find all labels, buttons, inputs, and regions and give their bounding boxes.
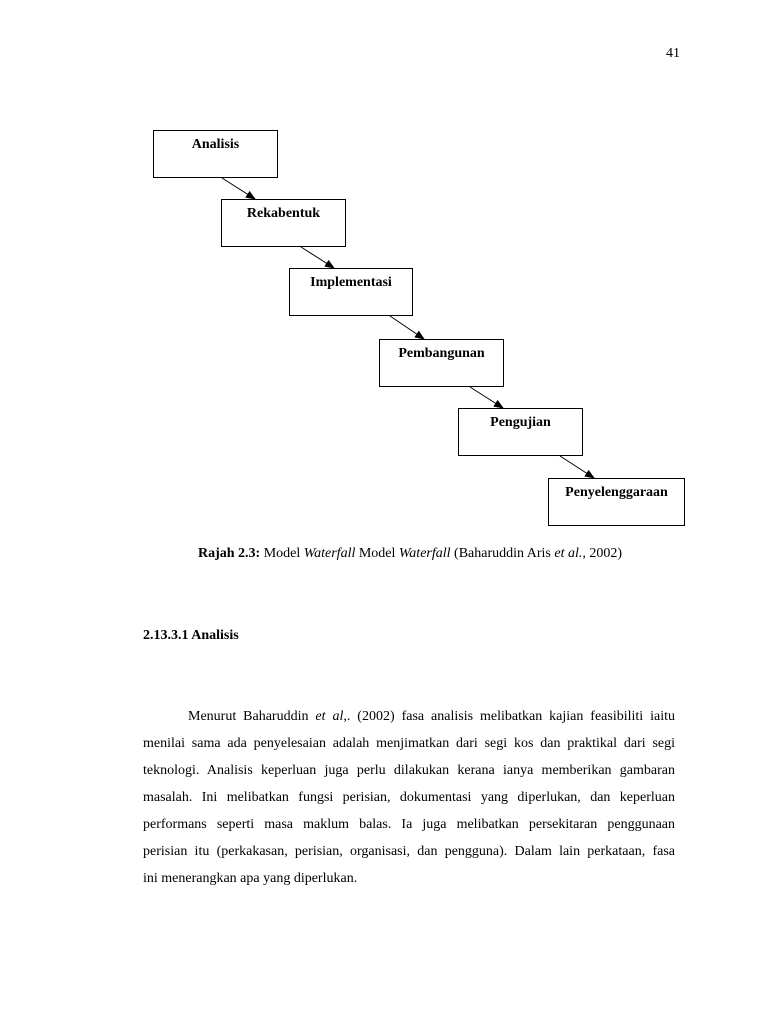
para-start: Menurut Baharuddin bbox=[188, 709, 316, 724]
stage-box-analisis: Analisis bbox=[153, 130, 278, 178]
caption-text-2: Model bbox=[355, 546, 399, 561]
arrow-5 bbox=[560, 456, 594, 478]
paragraph-line-5: performans seperti masa maklum balas. Ia juga melibatkan persekitaran penggunaan bbox=[143, 817, 675, 832]
caption-italic-3: et al., bbox=[554, 546, 586, 561]
caption-italic-1: Waterfall bbox=[303, 546, 356, 561]
paragraph-line-3: teknologi. Analisis keperluan juga perlu dilakukan kerana ianya memberikan gambaran bbox=[143, 763, 675, 778]
paragraph-line-7: ini menerangkan apa yang diperlukan. bbox=[143, 871, 358, 886]
arrow-1 bbox=[222, 178, 255, 199]
caption-text-4: 2002) bbox=[585, 546, 623, 561]
caption-italic-2: Waterfall bbox=[398, 546, 451, 561]
arrow-3 bbox=[390, 316, 424, 339]
paragraph-line-6: perisian itu (perkakasan, perisian, organisasi, dan pengguna). Dalam lain perkataan, fasa bbox=[143, 844, 675, 859]
paragraph-line-2: menilai sama ada penyelesaian adalah menjimatkan dari segi kos dan praktikal dari segi bbox=[143, 736, 675, 751]
stage-box-pembangunan: Pembangunan bbox=[379, 339, 504, 387]
paragraph-line-4: masalah. Ini melibatkan fungsi perisian, dokumentasi yang diperlukan, dan keperluan bbox=[143, 790, 675, 805]
arrow-4 bbox=[470, 387, 503, 408]
stage-box-rekabentuk: Rekabentuk bbox=[221, 199, 346, 247]
page-number: 41 bbox=[666, 46, 680, 61]
figure-caption bbox=[0, 546, 768, 562]
para-italic: et al bbox=[315, 709, 344, 724]
caption-text-1: Model bbox=[260, 546, 304, 561]
paragraph-line-1 bbox=[143, 703, 675, 730]
body-paragraph bbox=[143, 703, 675, 892]
caption-label: Rajah 2.3: bbox=[197, 546, 261, 561]
arrow-2 bbox=[301, 247, 334, 268]
stage-box-pengujian: Pengujian bbox=[458, 408, 583, 456]
stage-box-implementasi: Implementasi bbox=[289, 268, 413, 316]
para-line1-rest: ,. (2002) fasa analisis melibatkan kajian feasibiliti iaitu bbox=[343, 709, 675, 724]
stage-box-penyelenggaraan: Penyelenggaraan bbox=[548, 478, 685, 526]
caption-text-3: (Baharuddin Aris bbox=[450, 546, 555, 561]
section-heading: 2.13.3.1 Analisis bbox=[143, 628, 239, 643]
